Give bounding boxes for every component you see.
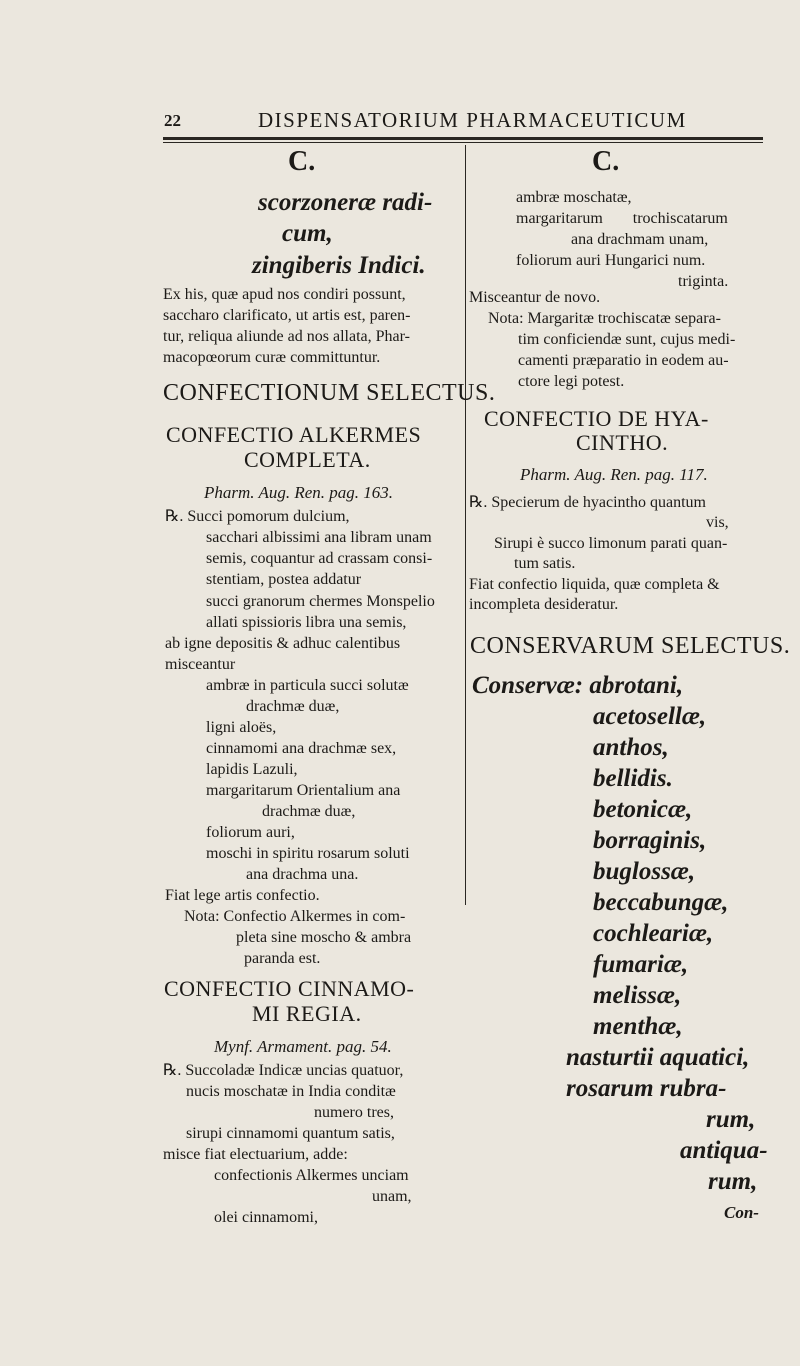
- conserva-item: borraginis,: [593, 827, 707, 854]
- conserva-item: melissæ,: [593, 982, 682, 1009]
- right-line: triginta.: [678, 273, 729, 290]
- right-line: tim conficiendæ sunt, cujus medi-: [518, 331, 736, 348]
- conserva-item: rosarum rubra-: [566, 1075, 727, 1102]
- hyacintho-source: Pharm. Aug. Ren. pag. 117.: [520, 465, 708, 484]
- alkermes-line: misceantur: [165, 656, 236, 673]
- alkermes-line: stentiam, postea addatur: [206, 571, 362, 588]
- right-line: Misceantur de novo.: [469, 289, 601, 306]
- cinnamomi-line: numero tres,: [314, 1104, 394, 1121]
- alkermes-line: ligni aloës,: [206, 719, 277, 736]
- cinnamomi-line: nucis moschatæ in India conditæ: [186, 1083, 396, 1100]
- left-line-2: cum,: [282, 220, 333, 247]
- left-line-7: macopœorum curæ committuntur.: [163, 349, 381, 366]
- left-column-letter: C.: [288, 146, 316, 177]
- hyacintho-title-1: CONFECTIO DE HYA-: [484, 406, 709, 431]
- alkermes-line: sacchari albissimi ana libram unam: [206, 529, 432, 546]
- alkermes-line: moschi in spiritu rosarum soluti: [206, 845, 410, 862]
- conserva-item: menthæ,: [593, 1013, 683, 1040]
- right-line: margaritarum trochiscatarum: [516, 210, 728, 227]
- cinnamomi-title-2: MI REGIA.: [252, 1001, 362, 1026]
- conserva-item: bellidis.: [593, 765, 673, 792]
- running-title: DISPENSATORIUM PHARMACEUTICUM: [258, 108, 687, 132]
- left-line-5: saccharo clarificato, ut artis est, paren-: [163, 307, 411, 324]
- hyacintho-line: Fiat confectio liquida, quæ completa &: [469, 576, 720, 593]
- cinnamomi-line: sirupi cinnamomi quantum satis,: [186, 1125, 395, 1142]
- conserva-item: anthos,: [593, 734, 669, 761]
- hyacintho-line: Sirupi è succo limonum parati quan-: [494, 535, 728, 552]
- alkermes-line: lapidis Lazuli,: [206, 761, 298, 778]
- cinnamomi-line: misce fiat electuarium, adde:: [163, 1146, 348, 1163]
- right-line: foliorum auri Hungarici num.: [516, 252, 706, 269]
- conserva-item: fumariæ,: [593, 951, 689, 978]
- alkermes-line: succi granorum chermes Monspelio: [206, 593, 435, 610]
- conserva-item: antiqua-: [680, 1137, 768, 1164]
- hyacintho-line: vis,: [706, 514, 729, 531]
- alkermes-line: margaritarum Orientalium ana: [206, 782, 401, 799]
- conserva-item: acetosellæ,: [593, 703, 707, 730]
- cinnamomi-line: unam,: [372, 1188, 412, 1205]
- alkermes-line: pleta sine moscho & ambra: [236, 929, 412, 946]
- header-rule-thin: [163, 142, 763, 143]
- left-line-6: tur, reliqua aliunde ad nos allata, Phar-: [163, 328, 410, 345]
- alkermes-source: Pharm. Aug. Ren. pag. 163.: [204, 483, 394, 502]
- alkermes-line: ana drachma una.: [246, 866, 359, 883]
- conserva-item: betonicæ,: [593, 796, 693, 823]
- hyacintho-title-2: CINTHO.: [576, 430, 669, 455]
- right-line: Nota: Margaritæ trochiscatæ separa-: [488, 310, 721, 327]
- conserva-item: nasturtii aquatici,: [566, 1044, 750, 1071]
- page-number: 22: [164, 111, 181, 130]
- cinnamomi-line: confectionis Alkermes unciam: [214, 1167, 409, 1184]
- right-column-letter: C.: [592, 146, 620, 177]
- header-rule: [163, 137, 763, 140]
- alkermes-line: paranda est.: [244, 950, 321, 967]
- alkermes-line: drachmæ duæ,: [246, 698, 340, 715]
- conserva-item: buglossæ,: [593, 858, 696, 885]
- hyacintho-line: tum satis.: [514, 555, 576, 572]
- column-divider: [465, 145, 466, 905]
- alkermes-title-1: CONFECTIO ALKERMES: [166, 422, 422, 447]
- conserva-item: rum,: [706, 1106, 756, 1133]
- conservarum-heading: CONSERVARUM SELECTUS.: [470, 633, 791, 659]
- cinnamomi-line: ℞. Succoladæ Indicæ uncias quatuor,: [163, 1062, 404, 1079]
- alkermes-line: cinnamomi ana drachmæ sex,: [206, 740, 397, 757]
- alkermes-line: drachmæ duæ,: [262, 803, 356, 820]
- alkermes-line: ab igne depositis & adhuc calentibus: [165, 635, 401, 652]
- right-line: camenti præparatio in eodem au-: [518, 352, 729, 369]
- alkermes-line: allati spissioris libra una semis,: [206, 614, 407, 631]
- hyacintho-line: ℞. Specierum de hyacintho quantum: [469, 494, 706, 511]
- alkermes-line: ℞. Succi pomorum dulcium,: [165, 508, 350, 525]
- left-line-4: Ex his, quæ apud nos condiri possunt,: [163, 286, 406, 303]
- confectionum-heading: CONFECTIONUM SELECTUS.: [163, 380, 496, 406]
- right-line: ana drachmam unam,: [571, 231, 709, 248]
- alkermes-line: Nota: Confectio Alkermes in com-: [184, 908, 406, 925]
- cinnamomi-line: olei cinnamomi,: [214, 1209, 318, 1226]
- cinnamomi-title-1: CONFECTIO CINNAMO-: [164, 976, 415, 1001]
- left-line-1: scorzoneræ radi-: [258, 189, 433, 216]
- hyacintho-line: incompleta desideratur.: [469, 596, 619, 613]
- left-line-3: zingiberis Indici.: [252, 252, 426, 279]
- catchword: Con-: [724, 1203, 759, 1222]
- conserva-item: cochleariæ,: [593, 920, 714, 947]
- alkermes-line: foliorum auri,: [206, 824, 295, 841]
- cinnamomi-source: Mynf. Armament. pag. 54.: [214, 1037, 392, 1056]
- alkermes-line: semis, coquantur ad crassam consi-: [206, 550, 433, 567]
- alkermes-title-2: COMPLETA.: [244, 447, 371, 472]
- right-line: ctore legi potest.: [518, 373, 625, 390]
- conserva-item: Conservæ: abrotani,: [472, 672, 684, 699]
- conserva-item: beccabungæ,: [593, 889, 729, 916]
- right-line: ambræ moschatæ,: [516, 189, 632, 206]
- alkermes-line: Fiat lege artis confectio.: [165, 887, 320, 904]
- conserva-item: rum,: [708, 1168, 758, 1195]
- alkermes-line: ambræ in particula succi solutæ: [206, 677, 409, 694]
